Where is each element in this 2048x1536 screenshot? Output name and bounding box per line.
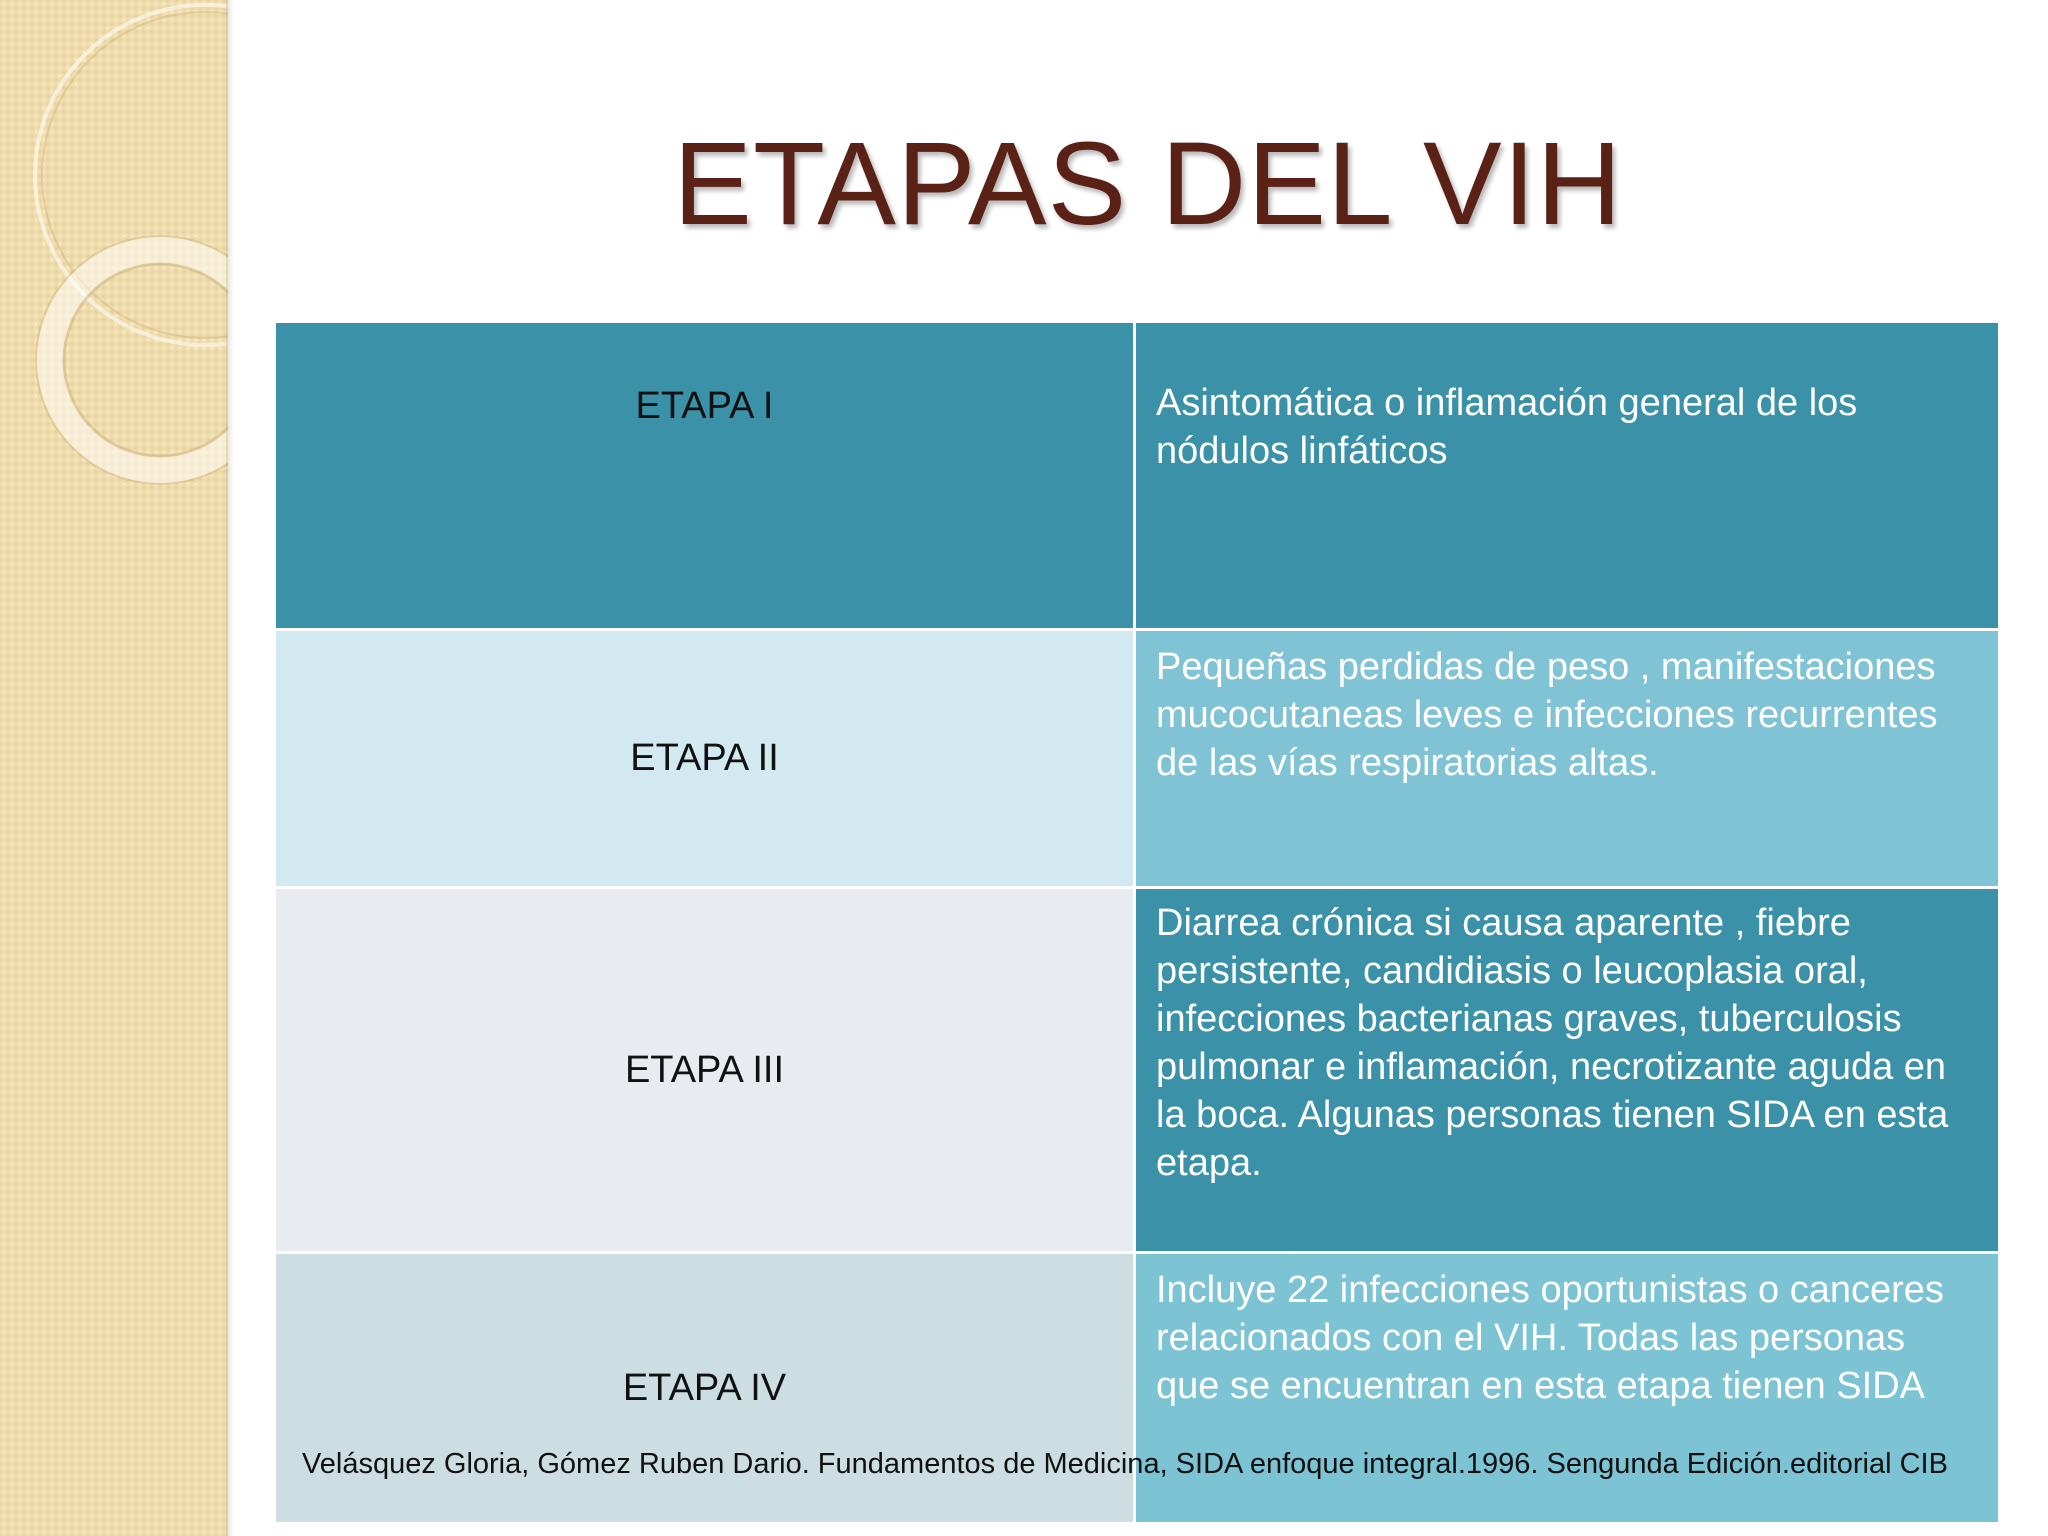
stage-label-cell: ETAPA III: [275, 888, 1135, 1253]
table-row: [275, 888, 2000, 1253]
table-row: [275, 1253, 2000, 1524]
citation-text: Velásquez Gloria, Gómez Ruben Dario. Fundamentos de Medicina, SIDA enfoque integral.1996. Sengunda Edición.editorial CIB: [302, 1448, 1948, 1480]
stage-description-cell: Pequeñas perdidas de peso , manifestaciones mucocutaneas leves e infecciones recurrentes de las vías respiratorias altas.: [1135, 630, 2000, 888]
stage-description-cell: Diarrea crónica si causa aparente , fiebre persistente, candidiasis o leucoplasia oral, infecciones bacterianas graves, tuberculosis pulmonar e inflamación, necrotizante aguda en la boca. Algunas personas tienen SIDA en esta etapa.: [1135, 888, 2000, 1253]
table-row: [275, 322, 2000, 630]
decorative-side-strip: [0, 0, 228, 1536]
stages-table: [273, 320, 2001, 1525]
slide-title: ETAPAS DEL VIH: [673, 118, 1623, 250]
stage-description-cell: Incluye 22 infecciones oportunistas o canceres relacionados con el VIH. Todas las personas que se encuentran en esta etapa tienen SIDA: [1135, 1253, 2000, 1524]
stage-label-cell: ETAPA I: [275, 322, 1135, 630]
stage-description-cell: Asintomática o inflamación general de los nódulos linfáticos: [1135, 322, 2000, 630]
stage-label-cell: ETAPA II: [275, 630, 1135, 888]
decorative-rings-graphic: [0, 0, 228, 1536]
stage-label-cell: ETAPA IV: [275, 1253, 1135, 1524]
table-row: [275, 630, 2000, 888]
